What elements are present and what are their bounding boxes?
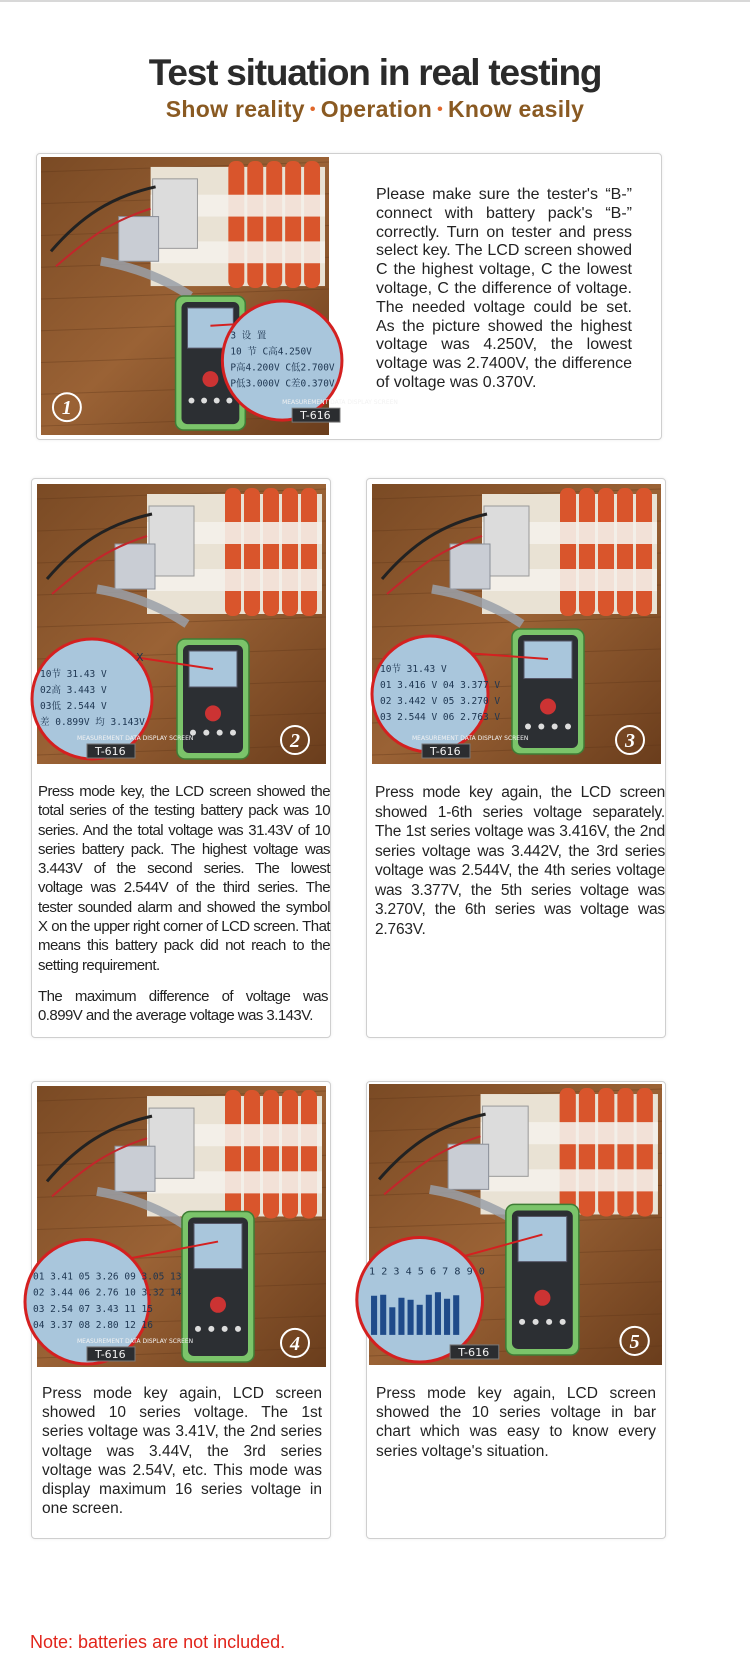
step-number: 2	[290, 730, 300, 752]
battery-cell	[266, 161, 282, 288]
battery-cell	[637, 1088, 653, 1216]
lcd-text: 3 设 置	[230, 330, 267, 342]
lcd-text: 差 0.899V 均 3.143V	[40, 717, 145, 728]
battery-cell	[263, 488, 279, 616]
lcd-text: P高4.200V C低2.700V	[230, 362, 335, 374]
lcd-text: 10 节 C高4.250V	[230, 346, 312, 358]
device-button	[525, 724, 531, 730]
lcd-text: 02高 3.443 V	[40, 685, 107, 696]
device-caption: MEASUREMENT DATA DISPLAY SCREEN	[412, 735, 529, 742]
device-caption: MEASUREMENT DATA DISPLAY SCREEN	[282, 399, 398, 407]
battery-cell	[304, 161, 320, 288]
magnifier-ring	[25, 1240, 149, 1364]
subtitle-show-reality: Show reality	[165, 96, 305, 122]
connector	[450, 544, 490, 589]
page-title: Test situation in real testing	[148, 52, 602, 93]
device-button	[202, 371, 218, 387]
connector	[115, 1146, 155, 1191]
step-photo-1	[41, 157, 398, 435]
device-button	[534, 1290, 550, 1306]
step-text-2-extra: The maximum difference of voltage was 0.899V and the average voltage was 3.143V.	[38, 988, 328, 1025]
lcd-bar	[408, 1300, 414, 1335]
device-button	[217, 730, 223, 736]
lcd-bar	[426, 1295, 432, 1335]
lcd-text: 01 3.41 05 3.26 09 3.05 13	[33, 1271, 182, 1283]
step-text-5: Press mode key again, LCD screen showed the 10 series voltage in bar chart which was easy to know every series voltage's situation.	[376, 1385, 656, 1460]
device-button	[538, 724, 544, 730]
battery-cell	[285, 161, 301, 288]
device-caption: MEASUREMENT DATA DISPLAY SCREEN	[77, 735, 194, 742]
battery-cell	[301, 1090, 317, 1218]
page-subtitle	[0, 96, 750, 123]
lcd-text: 1 2 3 4 5 6 7 8 9 0	[369, 1266, 485, 1278]
battery-cell	[225, 488, 241, 616]
device-button	[201, 398, 207, 404]
bms-board	[483, 1106, 529, 1176]
bms-board	[149, 506, 194, 576]
battery-cell	[598, 1088, 614, 1216]
footer-note: Note: batteries are not included.	[30, 1632, 286, 1652]
step-text-4: Press mode key again, LCD screen showed 10 series voltage. The 1st series voltage was 3.41V, the 2nd series voltage was 3.44V, the 3rd series voltage was 2.54V, etc. This mode was display maximum 16 series voltage in one screen.	[42, 1385, 322, 1518]
lcd-text: 02 3.44 06 2.76 10 3.32 14	[33, 1287, 182, 1299]
device-button	[205, 705, 221, 721]
device-button	[208, 1326, 214, 1332]
device-button	[230, 730, 236, 736]
subtitle-know-easily: Know easily	[447, 96, 585, 122]
battery-cell	[225, 1090, 241, 1218]
tester-device	[506, 1204, 579, 1355]
step-number: 5	[629, 1331, 640, 1353]
lcd-text: 02 3.442 V 05 3.270 V	[380, 696, 501, 707]
photo-illustration	[41, 157, 398, 435]
device-model-label: T-616	[458, 1346, 490, 1359]
battery-cell	[636, 488, 652, 616]
device-button	[552, 724, 558, 730]
lcd-bar	[371, 1296, 377, 1335]
step-photo-3	[372, 484, 661, 764]
subtitle-separator: •	[437, 101, 443, 118]
device-button	[546, 1319, 552, 1325]
photo-illustration	[37, 484, 326, 764]
lcd-bar	[389, 1307, 395, 1335]
lcd-text: P低3.000V C差0.370V	[230, 378, 335, 390]
connector	[119, 217, 159, 262]
device-button	[533, 1319, 539, 1325]
lcd-text: 03 2.544 V 06 2.763 V	[380, 712, 501, 723]
device-lcd	[524, 641, 572, 679]
device-button	[210, 1297, 226, 1313]
device-button	[222, 1326, 228, 1332]
device-button	[519, 1319, 525, 1325]
alarm-mark: X	[136, 651, 144, 664]
lcd-bar	[380, 1295, 386, 1335]
top-divider	[0, 0, 750, 2]
device-button	[195, 1326, 201, 1332]
battery-cell	[228, 161, 244, 288]
device-button	[560, 1319, 566, 1325]
battery-cell	[598, 488, 614, 616]
photo-illustration	[33, 1086, 326, 1367]
device-button	[203, 730, 209, 736]
battery-cell	[282, 488, 298, 616]
lcd-bar	[417, 1305, 423, 1335]
step-photo-5	[369, 1084, 662, 1365]
lcd-text: 10节 31.43 V	[40, 669, 107, 680]
connector	[115, 544, 155, 589]
device-model-label: T-616	[95, 745, 126, 758]
device-caption: MEASUREMENT DATA DISPLAY SCREEN	[77, 1337, 194, 1345]
subtitle-operation: Operation	[320, 96, 433, 122]
step-text-1: Please make sure the tester's “B-” connect with battery pack's “B-” correctly. Turn on tester and press select key. The LCD screen showed C the highest voltage, C the lowest voltage, C the difference of voltage. The needed voltage could be set. As the picture showed the highest voltage was 4.250V, the lowest voltage was 2.7400V, the difference of voltage was 0.370V.	[376, 186, 632, 391]
step-photo-2	[37, 484, 326, 764]
step-number: 3	[625, 730, 635, 752]
step-number: 1	[61, 397, 72, 420]
device-button	[235, 1326, 241, 1332]
device-model-label: T-616	[95, 1347, 126, 1361]
subtitle-separator: •	[309, 101, 316, 118]
battery-cell	[244, 1090, 260, 1218]
device-button	[565, 724, 571, 730]
lcd-bar	[444, 1299, 450, 1335]
battery-cell	[579, 488, 595, 616]
step-text-3: Press mode key again, the LCD screen showed 1-6th series voltage separately. The 1st series voltage was 3.416V, the 2nd series voltage was 3.442V, the 3rd series voltage was 2.544V, the 4th series voltage was 3.377V, the 5th series voltage was 3.270V, the 6th series was voltage was 2.763V.	[375, 784, 665, 938]
battery-cell	[263, 1090, 279, 1218]
lcd-text: 03低 2.544 V	[40, 701, 107, 712]
battery-cell	[282, 1090, 298, 1218]
battery-cell	[579, 1088, 595, 1216]
device-model-label: T-616	[300, 409, 331, 423]
lcd-bar	[398, 1298, 404, 1335]
device-button	[188, 398, 194, 404]
bms-board	[149, 1108, 194, 1178]
bms-board	[153, 179, 198, 249]
battery-cell	[301, 488, 317, 616]
device-model-label: T-616	[430, 745, 461, 758]
step-text-2: Press mode key, the LCD screen showed the total series of the testing battery pack was 10 series. And the total voltage was 31.43V of 10 series battery pack. The highest voltage was 3.443V of the second series. The lowest voltage was 2.544V of the third series. The tester sounded alarm and showed the symbol X on the upper right corner of LCD screen. That means this battery pack did not reach to the setting requirement.	[38, 783, 330, 974]
lcd-text: 04 3.37 08 2.80 12 16	[33, 1319, 153, 1331]
photo-illustration	[369, 1084, 662, 1365]
device-button	[214, 398, 220, 404]
battery-cell	[617, 488, 633, 616]
battery-cell	[247, 161, 263, 288]
lcd-text: 10节 31.43 V	[380, 664, 447, 675]
lcd-text: 01 3.416 V 04 3.377 V	[380, 680, 501, 691]
step-photo-4	[33, 1086, 326, 1367]
lcd-text: 03 2.54 07 3.43 11 15	[33, 1303, 153, 1315]
photo-illustration	[372, 484, 661, 764]
device-button	[226, 398, 232, 404]
device-label-plate	[450, 1345, 499, 1359]
device-lcd	[194, 1223, 242, 1268]
battery-cell	[244, 488, 260, 616]
battery-cell	[617, 1088, 633, 1216]
device-button	[540, 699, 556, 715]
bms-board	[484, 506, 529, 576]
battery-cell	[560, 1088, 576, 1216]
battery-cell	[560, 488, 576, 616]
lcd-bar	[453, 1295, 459, 1335]
connector	[448, 1144, 489, 1189]
lcd-bar	[435, 1292, 441, 1335]
step-number: 4	[290, 1332, 300, 1355]
